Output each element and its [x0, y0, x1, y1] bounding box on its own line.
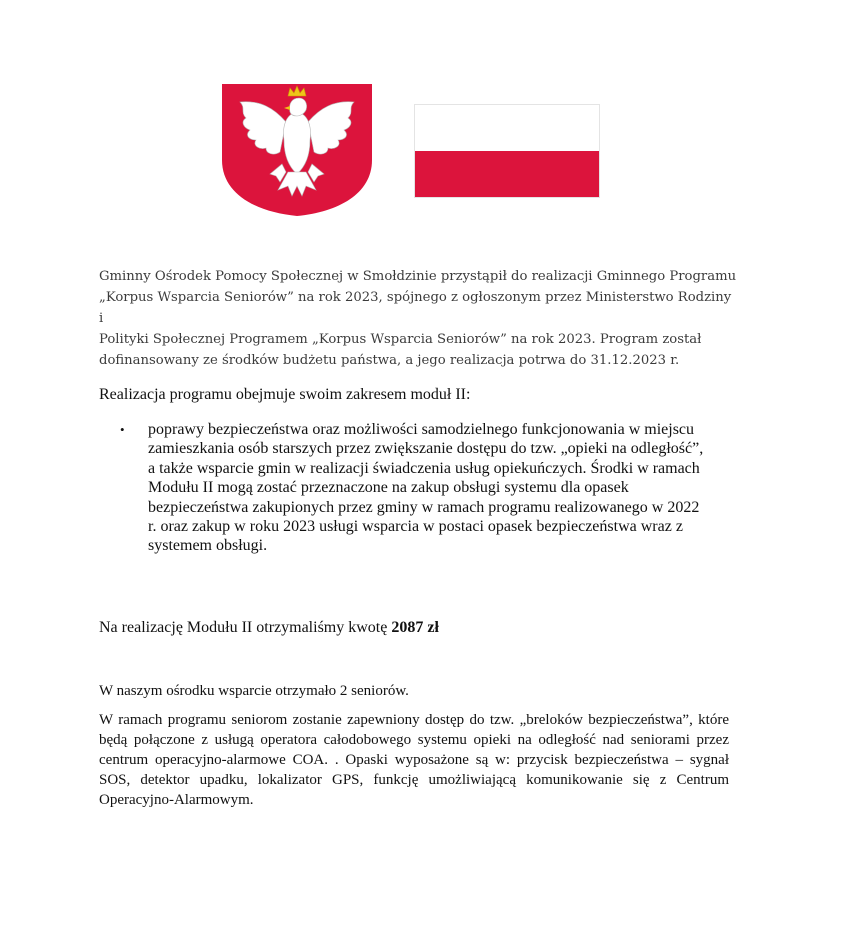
scope-heading: Realizacja programu obejmuje swoim zakresem moduł II: [99, 386, 471, 403]
flag-white-stripe [415, 105, 599, 151]
funding-prefix: Na realizację Modułu II otrzymaliśmy kwotę [99, 619, 392, 636]
module-description-list [118, 420, 728, 556]
intro-line: dofinansowany ze środków budżetu państwa, a jego realizacja potrwa do 31.12.2023 r. [99, 353, 680, 368]
bullet-line: systemem obsługi. [148, 537, 268, 555]
bullet-line: Modułu II mogą zostać przeznaczone na zakup obsługi systemu dla opasek [148, 479, 629, 497]
bullet-icon: • [120, 422, 125, 437]
seniors-count-statement: W naszym ośrodku wsparcie otrzymało 2 seniorów. [99, 683, 409, 699]
bullet-line: a także wsparcie gmin w realizacji świadczenia usług opiekuńczych. Środki w ramach [148, 459, 700, 477]
polish-eagle-emblem-icon [220, 82, 374, 218]
program-description-paragraph: W ramach programu seniorom zostanie zapewniony dostęp do tzw. „breloków bezpieczeństwa”, które będą połączone z usługą operatora całodobowego systemu opieki na odległość nad seniorami przez centrum operacyjno-alarmowe COA. . Opaski wyposażone są w: przycisk bezpieczeństwa – sygnał SOS, detektor upadku, lokalizator GPS, funkcję umożliwiającą komunikowanie się z Centrum Operacyjno-Alarmowym. [99, 712, 729, 808]
funding-statement [99, 618, 439, 638]
bullet-line: r. oraz zakup w roku 2023 usługi wsparcia w postaci opasek bezpieczeństwa wraz z [148, 518, 683, 536]
intro-paragraph [99, 266, 739, 371]
polish-flag-icon [414, 104, 600, 198]
bullet-line: bezpieczeństwa zakupionych przez gminy w ramach programu realizowanego w 2022 [148, 498, 700, 516]
list-item [118, 420, 728, 556]
intro-line: Gminny Ośrodek Pomocy Społecznej w Smołdzinie przystąpił do realizacji Gminnego Programu [99, 269, 737, 284]
flag-red-stripe [415, 151, 599, 197]
intro-line: Polityki Społecznej Programem „Korpus Wsparcia Seniorów” na rok 2023. Program został [99, 332, 702, 347]
intro-line: „Korpus Wsparcia Seniorów” na rok 2023, spójnego z ogłoszonym przez Ministerstwo Rodziny i [99, 290, 732, 326]
bullet-line: poprawy bezpieczeństwa oraz możliwości samodzielnego funkcjonowania w miejscu [148, 421, 695, 438]
funding-amount: 2087 zł [391, 619, 439, 636]
bullet-line: zamieszkania osób starszych przez zwiększanie dostępu do tzw. „opieki na odległość”, [148, 440, 704, 458]
